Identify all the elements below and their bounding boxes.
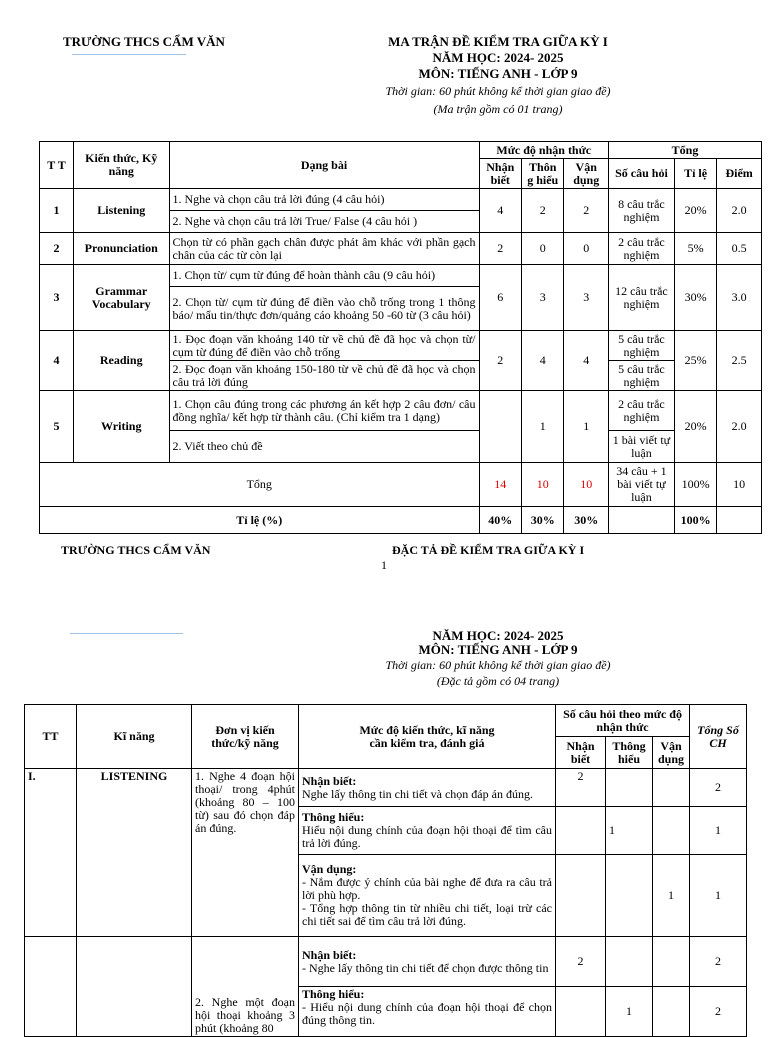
row3-skill: Grammar Vocabulary [73, 265, 169, 331]
ratio-empty2 [717, 507, 762, 534]
spec-row5-line1: - Hiểu nội dung chính của đoạn hội thoại để chọn đúng thông tin. [302, 1000, 552, 1027]
pages-note: (Ma trận gồm có 01 trang) [433, 102, 563, 116]
spec-row3-line1: - Nắm được ý chính của bài nghe để đưa ra câu trả lời phù hợp. [302, 875, 552, 902]
matrix-table [39, 141, 762, 534]
row4-tt: 4 [40, 331, 74, 391]
spec-row2-desc [299, 807, 556, 855]
row5-type1: 1. Chọn câu đúng trong các phương án kết hợp 2 câu đơn/ câu đồng nghĩa/ kết hợp từ thành câu. (Chỉ kiểm tra 1 dạng) [169, 391, 479, 431]
header-type: Dạng bài [169, 142, 479, 189]
total-nb: 14 [479, 463, 521, 507]
row1-tt: 1 [40, 189, 74, 233]
spec-row4-vd [653, 937, 690, 987]
spec-row1-total: 2 [690, 769, 747, 807]
time-note: Thời gian: 60 phút không kể thời gian giao đề) [385, 84, 611, 98]
page-number: 1 [381, 558, 387, 572]
row2-vd: 0 [564, 233, 609, 265]
row3-th: 3 [521, 265, 563, 331]
ratio-empty [609, 507, 675, 534]
row2-tile: 5% [674, 233, 716, 265]
spec-row2-line1: Hiểu nội dung chính của đoạn hội thoại để tìm câu trả lời đúng. [302, 823, 552, 850]
spec-header-tt: TT [25, 705, 77, 769]
spec-section2-skill [77, 937, 192, 1037]
spec-row5-total: 2 [690, 987, 747, 1037]
spec-header-th: Thông hiểu [606, 737, 653, 769]
spec-header-count: Số câu hỏi theo mức độ nhận thức [556, 705, 690, 737]
page2-time: Thời gian: 60 phút không kể thời gian giao đề) [385, 658, 611, 672]
spec-row4-head: Nhận biết: [302, 947, 357, 962]
spec-header-unit: Đơn vị kiến thức/kỹ năng [192, 705, 299, 769]
row5-socau2: 1 bài viết tự luận [609, 431, 675, 463]
row4-skill: Reading [73, 331, 169, 391]
row1-type2: 2. Nghe và chọn câu trả lời True/ False (4 câu hỏi ) [169, 211, 479, 233]
row1-skill: Listening [73, 189, 169, 233]
row3-tt: 3 [40, 265, 74, 331]
header-vd: Vận dụng [564, 159, 609, 189]
row4-th: 4 [521, 331, 563, 391]
row1-th: 2 [521, 189, 563, 233]
footer-school: TRƯỜNG THCS CẨM VĂN [61, 543, 211, 557]
spec-row1-nb: 2 [556, 769, 606, 807]
spec-row3-th [606, 855, 653, 937]
spec-row2-nb [556, 807, 606, 855]
spec-row1-head: Nhận biết: [302, 773, 357, 788]
spec-row3-head: Vận dụng: [302, 862, 357, 876]
row2-skill: Pronunciation [73, 233, 169, 265]
header-tt: T T [40, 142, 74, 189]
spec-section2-tt [25, 937, 77, 1037]
row2-nb: 2 [479, 233, 521, 265]
ratio-nb: 40% [479, 507, 521, 534]
row4-tile: 25% [674, 331, 716, 391]
subject-line: MÔN: TIẾNG ANH - LỚP 9 [418, 66, 578, 81]
total-socau: 34 câu + 1 bài viết tự luận [609, 463, 675, 507]
row3-socau: 12 câu trắc nghiệm [609, 265, 675, 331]
total-tile: 100% [674, 463, 716, 507]
row5-nb [479, 391, 521, 463]
doc-title: MA TRẬN ĐỀ KIỂM TRA GIỮA KỲ I [388, 34, 608, 49]
spec-row5-head: Thông hiểu: [302, 987, 365, 1001]
row3-diem: 3.0 [717, 265, 762, 331]
row5-th: 1 [521, 391, 563, 463]
row2-socau: 2 câu trắc nghiệm [609, 233, 675, 265]
spec-unit-2: 2. Nghe một đoạn hội thoại khoảng 3 phút (khoảng 80 [192, 937, 299, 1037]
row3-type2: 2. Chọn từ/ cụm từ đúng để điền vào chỗ trống trong 1 thông báo/ mẩu tin/thực đơn/quảng cáo khoảng 50 -60 từ (3 câu hỏi) [169, 287, 479, 331]
spec-row4-nb: 2 [556, 937, 606, 987]
school-name: TRƯỜNG THCS CẨM VĂN [63, 34, 225, 49]
spec-table [24, 704, 747, 1037]
spec-row3-desc [299, 855, 556, 937]
row1-tile: 20% [674, 189, 716, 233]
spec-section-skill: LISTENING [77, 769, 192, 937]
spec-unit-1: 1. Nghe 4 đoạn hội thoại/ trong 4phút (khoảng 80 – 100 từ) sau đó chọn đáp án đúng. [192, 769, 299, 937]
school-year: NĂM HỌC: 2024- 2025 [432, 50, 564, 65]
row4-type1: 1. Đọc đoạn văn khoảng 140 từ về chủ đề đã học và chọn từ/ cụm từ đúng để điền vào chỗ trống [169, 331, 479, 361]
spec-row2-th: 1 [606, 807, 653, 855]
row3-type1: 1. Chọn từ/ cụm từ đúng để hoàn thành câu (9 câu hỏi) [169, 265, 479, 287]
total-vd: 10 [564, 463, 609, 507]
row3-vd: 3 [564, 265, 609, 331]
spec-row5-desc [299, 987, 556, 1037]
row2-diem: 0.5 [717, 233, 762, 265]
row5-type2: 2. Viết theo chủ đề [169, 431, 479, 463]
row5-tt: 5 [40, 391, 74, 463]
row1-diem: 2.0 [717, 189, 762, 233]
ratio-tile: 100% [674, 507, 716, 534]
spec-header-level [299, 705, 556, 769]
header-level: Mức độ nhận thức [479, 142, 609, 159]
header-socau: Số câu hỏi [609, 159, 675, 189]
row4-socau1: 5 câu trắc nghiệm [609, 331, 675, 361]
spec-row3-total: 1 [690, 855, 747, 937]
row1-vd: 2 [564, 189, 609, 233]
row3-nb: 6 [479, 265, 521, 331]
total-label: Tổng [40, 463, 480, 507]
row5-diem: 2.0 [717, 391, 762, 463]
page2-school-underline [70, 633, 183, 634]
row1-socau: 8 câu trắc nghiệm [609, 189, 675, 233]
spec-row3-vd: 1 [653, 855, 690, 937]
spec-row1-desc [299, 769, 556, 807]
spec-header-level-1: Mức độ kiến thức, kĩ năng [359, 722, 495, 737]
row4-socau2: 5 câu trắc nghiệm [609, 361, 675, 391]
spec-row3-nb [556, 855, 606, 937]
row5-socau1: 2 câu trắc nghiệm [609, 391, 675, 431]
spec-row5-th: 1 [606, 987, 653, 1037]
spec-row3-line2: - Tổng hợp thông tin từ nhiều chi tiết, loại trừ các chi tiết sai để tìm câu trả lời đúng. [302, 901, 552, 928]
spec-header-nb: Nhận biết [556, 737, 606, 769]
spec-header-skill: Kĩ năng [77, 705, 192, 769]
header-diem: Điểm [717, 159, 762, 189]
header-tile: Tỉ lệ [674, 159, 716, 189]
row4-vd: 4 [564, 331, 609, 391]
total-th: 10 [521, 463, 563, 507]
spec-row1-vd [653, 769, 690, 807]
ratio-label: Tỉ lệ (%) [40, 507, 480, 534]
row2-type1: Chọn từ có phần gạch chân được phát âm khác với phần gạch chân của các từ còn lại [169, 233, 479, 265]
spec-row5-nb [556, 987, 606, 1037]
total-diem: 10 [717, 463, 762, 507]
spec-row4-line1: - Nghe lấy thông tin chi tiết để chọn được thông tin [302, 960, 549, 975]
spec-row2-head: Thông hiểu: [302, 810, 365, 824]
row5-skill: Writing [73, 391, 169, 463]
spec-header-total: Tổng Số CH [690, 705, 747, 769]
spec-row4-th [606, 937, 653, 987]
row4-nb: 2 [479, 331, 521, 391]
row1-nb: 4 [479, 189, 521, 233]
page2-pages: (Đặc tả gồm có 04 trang) [436, 674, 560, 688]
header-th: Thôn g hiểu [521, 159, 563, 189]
spec-row1-line1: Nghe lấy thông tin chi tiết và chọn đáp án đúng. [302, 786, 533, 801]
row2-th: 0 [521, 233, 563, 265]
spec-header-vd: Vận dụng [653, 737, 690, 769]
spec-header-level-2: cần kiểm tra, đánh giá [369, 735, 485, 750]
spec-row4-desc [299, 937, 556, 987]
spec-row1-th [606, 769, 653, 807]
header-total: Tổng [609, 142, 762, 159]
row3-tile: 30% [674, 265, 716, 331]
row4-type2: 2. Đọc đoạn văn khoảng 150-180 từ về chủ đề đã học và chọn câu trả lời đúng [169, 361, 479, 391]
row1-type1: 1. Nghe và chọn câu trả lời đúng (4 câu hỏi) [169, 189, 479, 211]
ratio-th: 30% [521, 507, 563, 534]
spec-row2-vd [653, 807, 690, 855]
spec-row5-vd [653, 987, 690, 1037]
page2-subject: MÔN: TIẾNG ANH - LỚP 9 [418, 642, 578, 657]
row5-tile: 20% [674, 391, 716, 463]
header-nb: Nhận biết [479, 159, 521, 189]
footer-title: ĐẶC TẢ ĐỀ KIỂM TRA GIỮA KỲ I [392, 543, 585, 557]
spec-row4-total: 2 [690, 937, 747, 987]
spec-row2-total: 1 [690, 807, 747, 855]
row2-tt: 2 [40, 233, 74, 265]
spec-section-tt: I. [25, 769, 77, 937]
page2-year: NĂM HỌC: 2024- 2025 [432, 628, 564, 643]
row4-diem: 2.5 [717, 331, 762, 391]
ratio-vd: 30% [564, 507, 609, 534]
header-skill: Kiến thức, Kỹ năng [73, 142, 169, 189]
row5-vd: 1 [564, 391, 609, 463]
school-underline [72, 54, 186, 55]
